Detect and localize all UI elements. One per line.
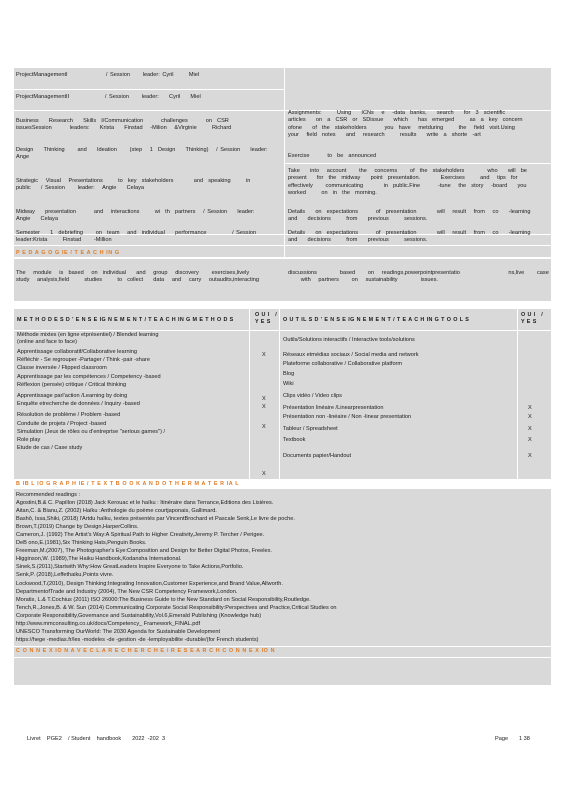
bibliography-line: Aitan,C. & Bianu,Z. (2002) Haïku :Anthologie du poème courtjaponais, Gallimard. <box>16 508 217 514</box>
schedule-right-row: Exercise to be announced <box>288 153 377 159</box>
bibliography-line: http://www.mmconsulting.co.uk/docs/Competency_ Framework_FINAL.pdf <box>16 621 201 627</box>
method-item: Résolution de problème / Problem -based <box>17 412 121 418</box>
bibliography-line: Freeman,M.(2007), The Photographer's Eye:Composition and Design for Better Digital Photos, Freelex. <box>16 548 272 554</box>
bibliography-line: Lockwood,T.(2010), Design Thinking:Integrating Innovation,Customer Experience,and Brand Value,Allworth. <box>16 581 283 587</box>
method-item: Apprentissage collaboratif/Collaborative learning <box>17 349 138 355</box>
bibliography-line: Cameron,J. (1992) The Artist's Way:A Spiritual Path to Higher Creativity,Jeremy P. Tercher / Perigee. <box>16 532 265 538</box>
bibliography-line: Bashô, Issa,Shiki, (2018) l'Artdu haïku, textes présentés par VincentBrochard et Pascale Senk,Le livre de poche. <box>16 516 295 522</box>
footer-page-number: Page 1 38 <box>495 736 530 742</box>
pedagogie-text-left: The module is based on individual and group discovery exercises,lively study analysis,field studies to collect data and carry outaudits,interacting <box>16 270 259 284</box>
schedule-left-row: Midway presentation and interactions wi th partners / Session leader: Angie Celaya <box>16 209 255 223</box>
tool-item: Plateforme collaborative / Collaborative platform <box>283 361 403 367</box>
method-item: Conduite de projets / Project -based <box>17 421 107 427</box>
method-item: Méthode mixtes (en ligne etprésentiel) / Blended learning <box>17 332 159 338</box>
connexion-heading: C O N N E X IO N A V E C L A R E C H E R C H E / R E S E A R C H C O N N E X IO N <box>16 648 276 654</box>
method-item: Classe inversée / Flipped classroom <box>17 365 107 371</box>
tool-check: X <box>528 453 532 459</box>
method-item: Réflexion (pensée) critique / Critical thinking <box>17 382 127 388</box>
method-item: (online and face to face) <box>17 339 78 345</box>
schedule-left-row: Business Research Skills I/Communication challenges on CSR issuesSession leaders: Krista Finstad -Milion &Virginie Richard <box>16 118 232 132</box>
tool-item: Présentation non -linéaire / Non -linear presentation <box>283 414 412 420</box>
schedule-left-row: Design Thinking and Ideation (step 1 Design Thinking) / Session leader: Ange <box>16 147 268 161</box>
method-item: Role play <box>17 437 41 443</box>
schedule-right-row: Take into account the concerns of the stakeholders who will be present for the midway point presentation. Exercises and tips for effectively communicating in public.Fine -tune the story -board you worked on in the morning. <box>288 168 527 197</box>
schedule-right-row: Details on expectations of presentation will result from co -learning and decisions from previous sessions. <box>288 230 531 244</box>
tool-item: Documents papier/Handout <box>283 453 352 459</box>
bibliography-line: https://hege -medias.fr/les -modeles -de -gestion -de -lemployabilite -durable/(for French students) <box>16 637 259 643</box>
method-check: X <box>262 396 266 402</box>
schedule-left-row: Semester 1 debriefing on team and individual performance / Session leader:Krista Finstad -Million <box>16 230 257 244</box>
bibliography-line: Recommended readings : <box>16 492 81 498</box>
method-item: Apprentissage par les compétences / Competency -based <box>17 374 161 380</box>
bibliography-line: Brown,T.(2019) Change by Design,HarperCollins. <box>16 524 139 530</box>
bibliography-line: Sinek,S.(2011),Startwith Why:How GreatLeaders Inspire Everyone to Take Actions,Portfolio. <box>16 564 244 570</box>
bibliography-line: Tench,R.,Jones,B. & W. Sun (2014) Communicating Corporate Social Responsibility:Perspectives and Practice,Critical Studies on <box>16 605 337 611</box>
schedule-right-row: Assignments: Using ICNs e -data banks, search for 3 scientific articles on a CSR or SDissue which has emerged as a key concern ofone of the stakeholders you have metduring the field visit.Using your field notes and research results write a shorte -art <box>288 110 523 139</box>
schedule-left-row: ProjectManagementII / Session leader: Cyril Miel <box>16 94 201 100</box>
footer-handbook-label: Livret PGE2 / Student handbook 2022 -202 3 <box>27 736 166 742</box>
bibliography-line: Agostini,B.& C. Papillon (2018) Jack Kerouac et le haïku : Itinéraire dans Terrance,Editions des Lisières. <box>16 500 274 506</box>
bibliography-heading: B IB L IO G R A P H IE / T E X T B O O K A N D O T H E R M A T E R IA L <box>16 481 240 487</box>
method-item: Apprentissage parl'action /Learning by doing <box>17 393 128 399</box>
bibliography-line: Moratis, L.& T.Cochius (2011) ISO 26000:The Business Guide to the New Standard on Social Responsibility,Routledge. <box>16 597 311 603</box>
tool-check: X <box>528 426 532 432</box>
schedule-right-row: Details on expectations of presentation will result from co -learning and decisions from previous sessions. <box>288 209 531 223</box>
tool-item: Wiki <box>283 381 294 387</box>
method-check: X <box>262 424 266 430</box>
method-check: X <box>262 352 266 358</box>
schedule-left-row: ProjectManagementI / Session leader: Cyril Miel <box>16 72 200 78</box>
pedagogie-heading: P E D A G O G IE / T E A C H IN G <box>16 250 120 256</box>
tool-check: X <box>528 437 532 443</box>
tool-item: Clips vidéo / Video clips <box>283 393 342 399</box>
bibliography-line: DeB ono,E.(1981),Six Thinking Hats,Penguin Books. <box>16 540 147 546</box>
pedagogie-text-right: discussions based on readings,powerpointpresentatio ns,live case with partners on sustainability issues. <box>288 270 549 284</box>
bibliography-line: DepartmentofTrade and Industry (2004), The New CSR Competency Framework,London. <box>16 589 238 595</box>
bibliography-line: Higginson,W. (1989),The Haiku Handbook,Kodansha International. <box>16 556 182 562</box>
method-item: Enquête etrecherche de données / Inquiry -based <box>17 401 140 407</box>
tool-item: Blog <box>283 371 295 377</box>
tool-item: Tableur / Spreadsheet <box>283 426 338 432</box>
tool-item: Réseaux etmédias sociaux / Social media and network <box>283 352 419 358</box>
tool-item: Présentation linéaire /Linearpresentation <box>283 405 384 411</box>
bibliography-line: Corporate Responsibility,Governance and Sustainability,Vol.6,Emerald Publishing (Knowledge hub) <box>16 613 262 619</box>
tools-heading: O U T IL S D ' E N S E IG N E M E N T / T E A C H IN G T O O L S <box>283 317 470 323</box>
method-item: Réfléchir - Se regrouper -Partager / Think -pair -share <box>17 357 150 363</box>
methods-yes-label: O U I / Y E S <box>255 312 278 325</box>
bibliography-line: UNESCO Transforming OurWorld: The 2030 Agenda for Sustainable Development <box>16 629 221 635</box>
schedule-left-row: Strategic Visual Presentations to key stakeholders and speaking in public / Session leader: Angie Celaya <box>16 178 251 192</box>
tool-item: Textbook <box>283 437 306 443</box>
methods-heading: M E T H O D E S D ' E N S E IG N E M E N T / T E A C H IN G M E T H O D S <box>17 317 234 323</box>
tool-item: Outils/Solutions interactifs / Interactive tools/solutions <box>283 337 415 343</box>
tool-check: X <box>528 405 532 411</box>
bibliography-line: Senk,P. (2018),Leffethaiku,Points vivre. <box>16 572 114 578</box>
method-item: Simulation (Jeux de rôles ou d'entreprise "serious games") / <box>17 429 166 435</box>
method-check: X <box>262 471 266 477</box>
method-item: Etude de cas / Case study <box>17 445 83 451</box>
tool-check: X <box>528 414 532 420</box>
tools-yes-label: O U I / Y E S <box>521 312 544 325</box>
method-check: X <box>262 404 266 410</box>
